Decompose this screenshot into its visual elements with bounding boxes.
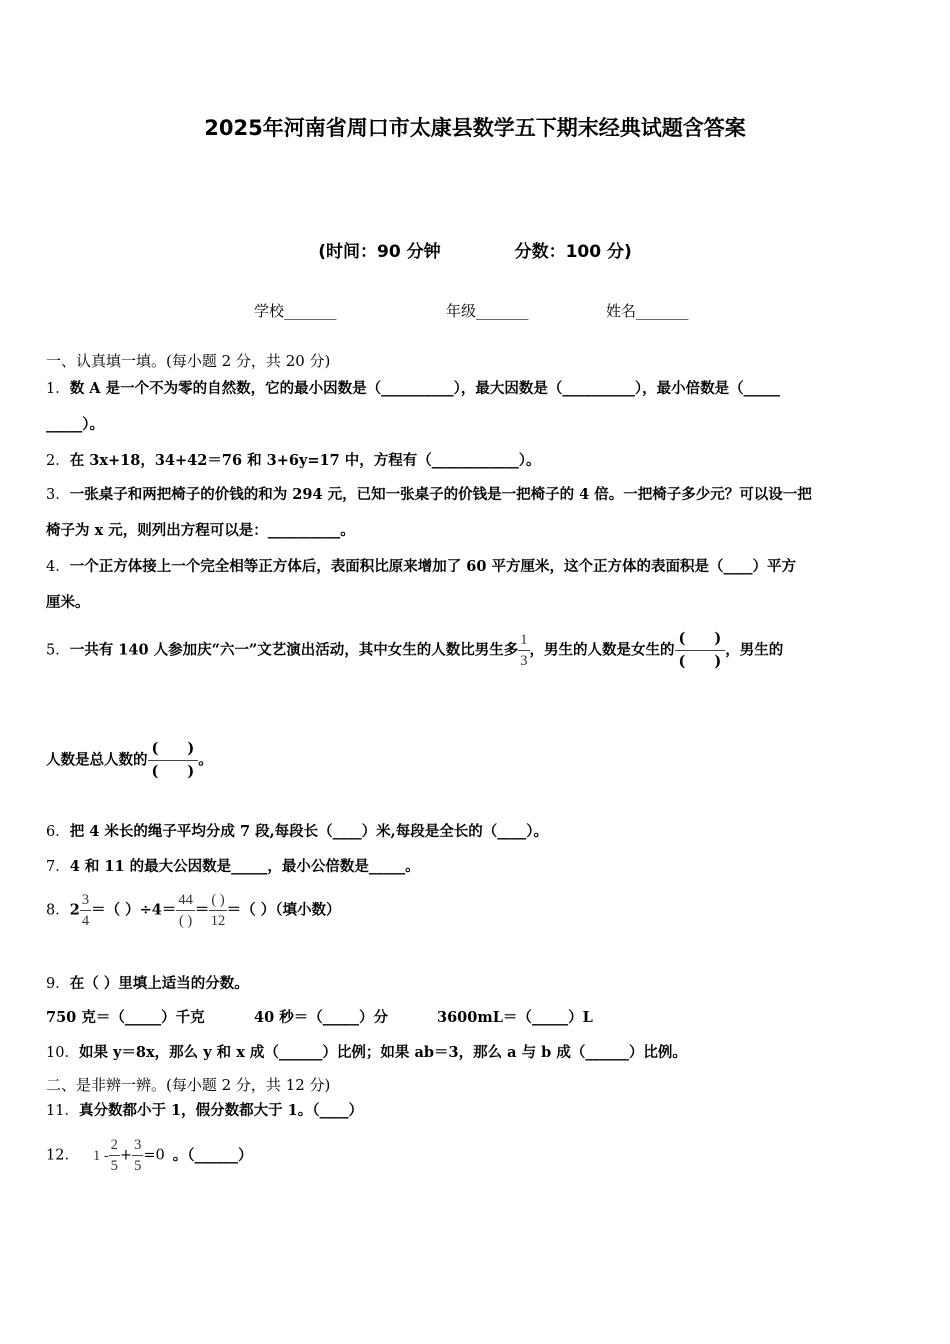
answer-blank-fraction: ( ) ( ) bbox=[675, 628, 726, 673]
answer-blank-fraction: ( ) ( ) bbox=[148, 738, 199, 783]
question-7 bbox=[46, 855, 420, 876]
question-text: 4 和 11 的最大公因数是_____，最小公倍数是_____。 bbox=[69, 858, 420, 875]
question-number: 6． bbox=[46, 824, 70, 840]
question-1 bbox=[46, 377, 780, 398]
fraction-44-blank: $\frac{44}{( )}$ bbox=[178, 892, 193, 929]
question-text: 如果 y＝8x，那么 y 和 x 成（______）比例；如果 ab＝3，那么 a 与 b 成（______）比例。 bbox=[78, 1044, 687, 1061]
page-title: 2025年河南省周口市太康县数学五下期末经典试题含答案 bbox=[204, 116, 746, 140]
question-number: 3． bbox=[46, 487, 70, 503]
question-text: 一共有 140 人参加庆“六一”文艺演出活动，其中女生的人数比男生多 bbox=[69, 641, 519, 659]
question-text: 把 4 米长的绳子平均分成 7 段,每段长（____）米,每段是全长的（____）。 bbox=[69, 823, 548, 840]
question-number: 9． bbox=[46, 976, 70, 992]
question-11 bbox=[46, 1099, 363, 1120]
question-5-cont: 人数是总人数的 ( ) ( ) 。 bbox=[46, 738, 213, 783]
question-number: 1． bbox=[46, 381, 70, 397]
question-text: 真分数都小于 1，假分数都大于 1。（____） bbox=[78, 1102, 363, 1119]
fraction-three-fifths: $\frac{3}{5}$ bbox=[134, 1137, 142, 1174]
question-3 bbox=[46, 483, 812, 504]
expression-prefix: 1 - bbox=[92, 1147, 109, 1164]
question-number: 5． bbox=[46, 642, 70, 659]
exam-score: 分数：100 分) bbox=[514, 242, 632, 262]
question-text: 。（______） bbox=[172, 1146, 253, 1164]
question-number: 10． bbox=[46, 1045, 79, 1061]
question-text: 一个正方体接上一个完全相等正方体后，表面积比原来增加了 60 平方厘米，这个正方体的表面积是（____）平方 bbox=[69, 558, 797, 575]
question-text: 一张桌子和两把椅子的价钱的和为 294 元，已知一张桌子的价钱是一把椅子的 4 倍。一把椅子多少元？可以设一把 bbox=[69, 486, 812, 503]
question-8: 8．2 $\frac{3}{4}$ ＝（ ）÷4＝ $\frac{44}{( )}$ ＝ $\frac{( )}{12}$ ＝（ ）（填小数） bbox=[46, 892, 341, 929]
question-12: 12． 1 - $\frac{2}{5}$ + $\frac{3}{5}$ =0 。（______） bbox=[46, 1137, 253, 1174]
question-4-cont: 厘米。 bbox=[46, 594, 90, 611]
mixed-fraction: $\frac{3}{4}$ bbox=[81, 892, 90, 929]
question-5: 5．一共有 140 人参加庆“六一”文艺演出活动，其中女生的人数比男生多 $\frac{1}{3}$ ，男生的人数是女生的 ( ) ( ) ，男生的 bbox=[46, 628, 783, 673]
question-9-part-a: 750 克＝（_____）千克 bbox=[46, 1009, 205, 1026]
question-6 bbox=[46, 820, 548, 841]
name-field: 姓名_______ bbox=[606, 302, 689, 320]
question-9-part-c: 3600mL＝（_____）L bbox=[437, 1009, 593, 1026]
question-number: 12． bbox=[46, 1147, 79, 1164]
question-text: 数 A 是一个不为零的自然数，它的最小因数是（__________），最大因数是（__________），最小倍数是（_____ bbox=[69, 380, 780, 397]
question-number: 4． bbox=[46, 559, 70, 575]
section1-heading: 一、认真填一填。(每小题 2 分，共 20 分) bbox=[46, 352, 331, 370]
question-number: 2． bbox=[46, 453, 70, 469]
question-3-cont: 椅子为 x 元，则列出方程可以是：__________。 bbox=[46, 522, 355, 539]
exam-info bbox=[0, 237, 950, 262]
question-text: 在（ ）里填上适当的分数。 bbox=[69, 975, 249, 992]
grade-field: 年级_______ bbox=[446, 302, 529, 320]
question-9 bbox=[46, 972, 249, 993]
question-2 bbox=[46, 449, 541, 470]
school-field: 学校_______ bbox=[254, 302, 337, 320]
section2-heading: 二、是非辨一辨。(每小题 2 分，共 12 分) bbox=[46, 1076, 331, 1094]
question-4 bbox=[46, 555, 796, 576]
question-9-part-b: 40 秒＝（_____）分 bbox=[254, 1009, 388, 1026]
question-number: 11． bbox=[46, 1103, 79, 1119]
fraction-two-fifths: $\frac{2}{5}$ bbox=[110, 1137, 118, 1174]
question-1-cont: _____）。 bbox=[46, 416, 104, 433]
question-text: 在 3x+18，34+42＝76 和 3+6y=17 中，方程有（____________）。 bbox=[69, 452, 541, 469]
exam-time: (时间：90 分钟 bbox=[318, 242, 441, 262]
question-number: 8． bbox=[46, 902, 70, 919]
question-number: 7． bbox=[46, 859, 70, 875]
fraction-one-third: $\frac{1}{3}$ bbox=[520, 632, 528, 669]
fraction-blank-12: $\frac{( )}{12}$ bbox=[210, 892, 226, 929]
question-10 bbox=[46, 1041, 687, 1062]
